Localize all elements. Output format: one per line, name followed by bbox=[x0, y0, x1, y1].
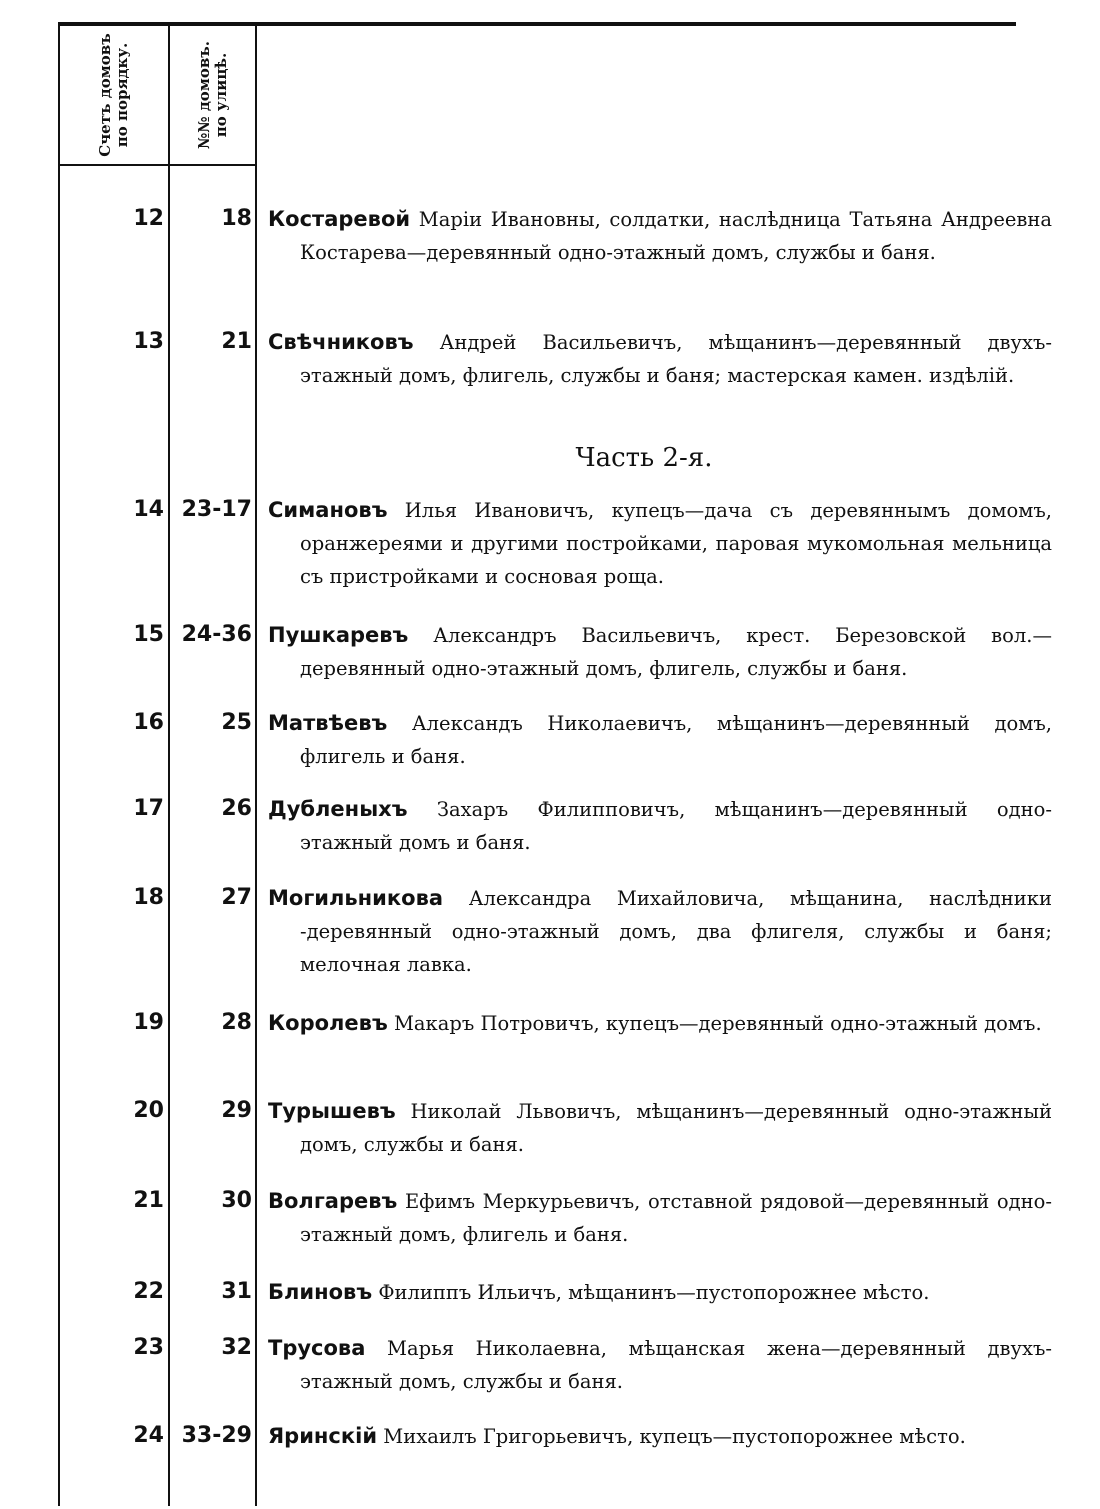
entry-order-number: 15 bbox=[133, 622, 164, 647]
column-header-street-line2: по улицѣ. bbox=[211, 52, 230, 138]
entry-description: Макаръ Потровичъ, купецъ—деревянный одно-этажный домъ. bbox=[393, 1012, 1042, 1035]
entry-street-number: 18 bbox=[221, 206, 252, 231]
entry-owner-name: Симановъ bbox=[268, 498, 388, 522]
column-header-order-line2: по порядку. bbox=[113, 42, 131, 148]
entry-order-number: 12 bbox=[133, 206, 164, 231]
entry-description: Филиппъ Ильичъ, мѣщанинъ—пустопорожнее мѣсто. bbox=[378, 1281, 930, 1304]
entry-text bbox=[268, 1095, 1052, 1161]
entry-description: Александръ Васильевичъ, крест. Березовской вол.—деревянный одно-этажный домъ, флигель, службы и баня. bbox=[300, 624, 1052, 680]
entry-street-number: 33-29 bbox=[181, 1423, 252, 1448]
entry-owner-name: Королевъ bbox=[268, 1011, 388, 1035]
entry-owner-name: Турышевъ bbox=[268, 1099, 396, 1123]
entry-street-number: 31 bbox=[221, 1279, 252, 1304]
column-header-order bbox=[62, 30, 166, 160]
column-rule-right bbox=[255, 26, 257, 1506]
entry-street-number: 23-17 bbox=[181, 497, 252, 522]
column-header-street-number bbox=[172, 30, 253, 160]
entry-text bbox=[268, 494, 1052, 593]
entry-description: Марья Николаевна, мѣщанская жена—деревянный двухъ-этажный домъ, службы и баня. bbox=[300, 1337, 1052, 1393]
entry-street-number: 29 bbox=[221, 1098, 252, 1123]
entry-description: Марiи Ивановны, солдатки, наслѣдница Татьяна Андреевна Костарева—деревянный одно-этажный домъ, службы и баня. bbox=[300, 208, 1053, 264]
column-header-street-line1: №№ домовъ. bbox=[194, 40, 213, 150]
entry-description: Николай Львовичъ, мѣщанинъ—деревянный одно-этажный домъ, службы и баня. bbox=[300, 1100, 1052, 1156]
entry-street-number: 26 bbox=[221, 796, 252, 821]
entry-text bbox=[268, 203, 1052, 269]
entry-order-number: 14 bbox=[133, 497, 164, 522]
entry-text bbox=[268, 1276, 1052, 1309]
entry-street-number: 25 bbox=[221, 710, 252, 735]
entry-text bbox=[268, 619, 1052, 685]
entry-owner-name: Волгаревъ bbox=[268, 1189, 398, 1213]
entry-text bbox=[268, 793, 1052, 859]
entry-text bbox=[268, 707, 1052, 773]
entry-order-number: 21 bbox=[133, 1188, 164, 1213]
entry-text bbox=[268, 1185, 1052, 1251]
entry-text bbox=[268, 1007, 1052, 1040]
entry-street-number: 21 bbox=[221, 329, 252, 354]
entry-owner-name: Дубленыхъ bbox=[268, 797, 408, 821]
entry-description: Александра Михайловича, мѣщанина, наслѣдники -деревянный одно-этажный домъ, два флигеля, службы и баня; мелочная лавка. bbox=[300, 887, 1052, 976]
entry-order-number: 13 bbox=[133, 329, 164, 354]
entry-order-number: 22 bbox=[133, 1279, 164, 1304]
section-title: Часть 2-я. bbox=[575, 443, 713, 473]
entry-street-number: 27 bbox=[221, 885, 252, 910]
entry-text bbox=[268, 326, 1052, 392]
entry-order-number: 19 bbox=[133, 1010, 164, 1035]
entry-owner-name: Трусова bbox=[268, 1336, 366, 1360]
entry-description: Илья Ивановичъ, купецъ—дача съ деревяннымъ домомъ, оранжереями и другими постройками, паровая мукомольная мельница съ пристройками и сосновая роща. bbox=[300, 499, 1053, 588]
entry-street-number: 30 bbox=[221, 1188, 252, 1213]
entry-order-number: 18 bbox=[133, 885, 164, 910]
entry-description: Андрей Васильевичъ, мѣщанинъ—деревянный двухъ-этажный домъ, флигель, службы и баня; мастерская камен. издѣлiй. bbox=[300, 331, 1052, 387]
entry-owner-name: Блиновъ bbox=[268, 1280, 373, 1304]
entry-owner-name: Могильникова bbox=[268, 886, 444, 910]
entry-order-number: 20 bbox=[133, 1098, 164, 1123]
entry-order-number: 24 bbox=[133, 1423, 164, 1448]
entry-description: Захаръ Филипповичъ, мѣщанинъ—деревянный одно-этажный домъ и баня. bbox=[300, 798, 1052, 854]
entry-owner-name: Матвѣевъ bbox=[268, 711, 388, 735]
entry-order-number: 23 bbox=[133, 1335, 164, 1360]
entry-description: Михаилъ Григорьевичъ, купецъ—пустопорожнее мѣсто. bbox=[383, 1425, 966, 1448]
top-rule bbox=[58, 22, 1016, 26]
entry-street-number: 32 bbox=[221, 1335, 252, 1360]
entry-text bbox=[268, 1420, 1052, 1453]
entry-owner-name: Пушкаревъ bbox=[268, 623, 409, 647]
entry-order-number: 17 bbox=[133, 796, 164, 821]
entry-text bbox=[268, 1332, 1052, 1398]
entry-street-number: 28 bbox=[221, 1010, 252, 1035]
entry-text bbox=[268, 882, 1052, 981]
entry-description: Ефимъ Меркурьевичъ, отставной рядовой—деревянный одно-этажный домъ, флигель и баня. bbox=[300, 1190, 1052, 1246]
entry-order-number: 16 bbox=[133, 710, 164, 735]
entry-owner-name: Яринскiй bbox=[268, 1424, 378, 1448]
column-header-order-line1: Счетъ домовъ bbox=[96, 33, 114, 157]
header-rule bbox=[58, 164, 257, 166]
entry-owner-name: Костаревой bbox=[268, 207, 411, 231]
entry-street-number: 24-36 bbox=[181, 622, 252, 647]
entry-description: Александъ Николаевичъ, мѣщанинъ—деревянный домъ, флигель и баня. bbox=[300, 712, 1052, 768]
entry-owner-name: Свѣчниковъ bbox=[268, 330, 414, 354]
